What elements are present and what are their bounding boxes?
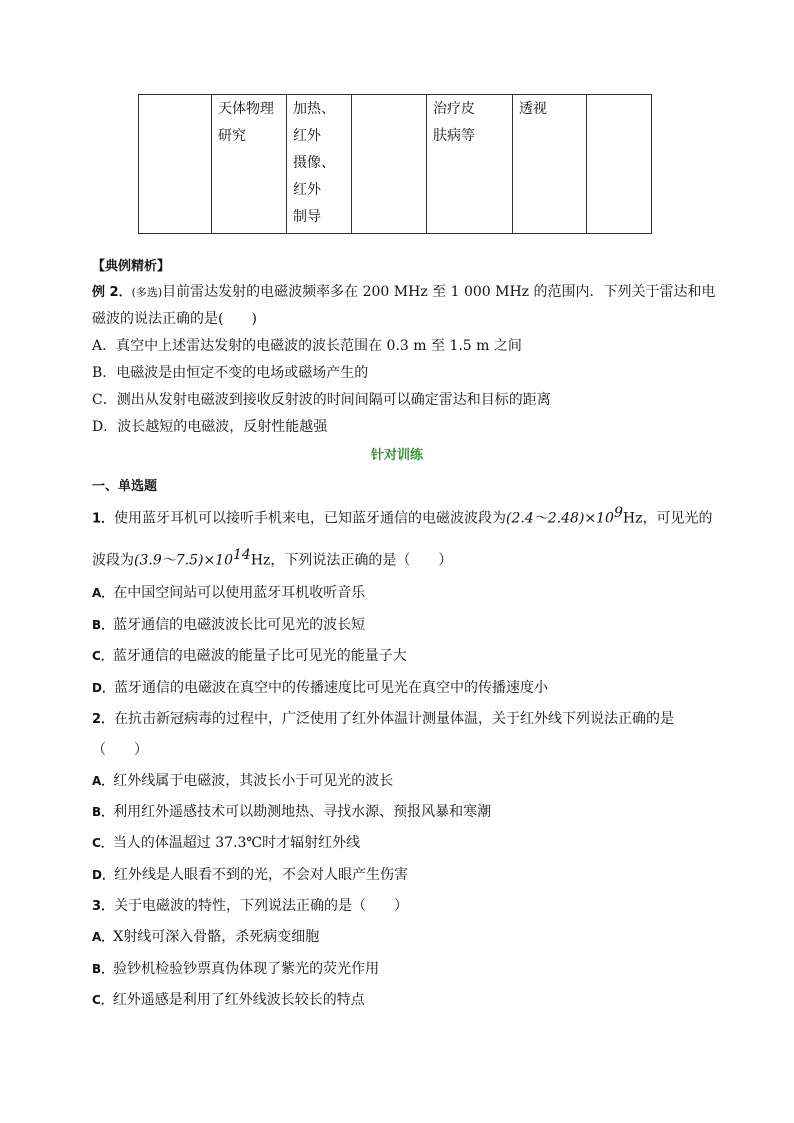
q3-text-a: 关于电磁波的特性，下列说法正确的是（ ） — [114, 898, 409, 914]
option-text: 蓝牙通信的电磁波波长比可见光的波长短 — [113, 617, 366, 633]
q1-formula2: (3.9～7.5)×10 — [134, 552, 233, 569]
option-text: 利用红外遥感技术可以勘测地热、寻找水源、预报风暴和寒潮 — [113, 804, 492, 820]
option-text: 蓝牙通信的电磁波的能量子比可见光的能量子大 — [112, 648, 407, 664]
option-text: 在中国空间站可以使用蓝牙耳机收听音乐 — [113, 585, 366, 601]
q1-stem-line2 — [92, 547, 452, 570]
option-letter: A． — [92, 774, 114, 788]
q1-stem-line1 — [92, 505, 712, 528]
cell-text: 红外 — [293, 182, 321, 198]
table-cell — [287, 95, 352, 234]
example-option-b: B．电磁波是由恒定不变的电场或磁场产生的 — [92, 365, 369, 381]
option-letter: B． — [92, 962, 114, 976]
example-stem-line2: 磁波的说法正确的是( ) — [92, 311, 257, 327]
q1-formula1: (2.4～2.48)×10 — [506, 510, 614, 527]
cell-text: 治疗皮 — [433, 101, 475, 117]
section-single-choice: 一、单选题 — [92, 479, 158, 494]
table-row — [139, 95, 652, 234]
option-letter: B． — [92, 618, 114, 632]
cell-text: 制导 — [293, 209, 321, 225]
q1-option-b — [92, 614, 365, 634]
q1-number: 1． — [92, 511, 115, 527]
cell-text: 红外 — [293, 128, 321, 144]
q1-unit2: Hz，下列说法正确的是（ ） — [250, 552, 453, 569]
cell-text: 透视 — [519, 101, 547, 117]
table-cell — [513, 95, 587, 234]
option-text: 红外线是人眼看不到的光，不会对人眼产生伤害 — [113, 867, 408, 883]
q1-text-b: 波段为 — [92, 552, 134, 569]
q1-option-a — [92, 582, 365, 602]
example-option-a: A．真空中上述雷达发射的电磁波的波长范围在 0.3 m 至 1.5 m 之间 — [92, 338, 522, 354]
em-spectrum-table — [138, 94, 652, 234]
table-cell — [352, 95, 427, 234]
q3-option-a — [92, 926, 319, 946]
example-option-d: D．波长越短的电磁波，反射性能越强 — [92, 419, 328, 435]
example-label: 例 2． — [92, 285, 132, 300]
option-letter: D． — [92, 868, 114, 882]
q3-option-b — [92, 958, 379, 978]
table-cell — [427, 95, 513, 234]
q1-exp1: 9 — [613, 505, 623, 521]
q1-option-d — [92, 677, 548, 697]
q2-option-d — [92, 864, 408, 884]
option-text: 当人的体温超过 37.3℃时才辐射红外线 — [112, 835, 361, 851]
q2-option-b — [92, 801, 491, 821]
section-heading: 【典例精析】 — [92, 259, 171, 274]
q1-exp2: 14 — [233, 547, 251, 563]
q2-text-a: 在抗击新冠病毒的过程中，广泛使用了红外体温计测量体温，关于红外线下列说法正确的是 — [114, 711, 675, 727]
option-letter: C． — [92, 649, 113, 663]
example-option-c: C．测出从发射电磁波到接收反射波的时间间隔可以确定雷达和目标的距离 — [92, 392, 551, 408]
example-stem-line1 — [92, 281, 716, 301]
option-letter: A． — [92, 586, 114, 600]
cell-text: 加热、 — [293, 101, 335, 117]
example-stem-text: 目前雷达发射的电磁波频率多在 200 MHz 至 1 000 MHz 的范围内．下列关于雷达和电 — [162, 284, 716, 300]
option-letter: D． — [92, 681, 114, 695]
multi-select-tag: (多选) — [131, 286, 163, 299]
q1-unit1: Hz，可见光的 — [622, 510, 713, 527]
q2-option-c — [92, 832, 360, 852]
cell-text: 天体物理 — [218, 101, 274, 117]
option-letter: C． — [92, 993, 113, 1007]
table-cell — [212, 95, 287, 234]
option-text: 蓝牙通信的电磁波在真空中的传播速度比可见光在真空中的传播速度小 — [113, 680, 548, 696]
q2-stem-line2: （ ） — [92, 742, 148, 758]
option-text: 红外线属于电磁波，其波长小于可见光的波长 — [113, 773, 394, 789]
cell-text: 摄像、 — [293, 155, 335, 171]
q3-stem-line1 — [92, 895, 408, 915]
option-text: X射线可深入骨骼，杀死病变细胞 — [113, 929, 320, 945]
option-text: 验钞机检验钞票真伪体现了紫光的荧光作用 — [113, 961, 380, 977]
option-letter: B． — [92, 805, 114, 819]
q1-option-c — [92, 645, 407, 665]
q2-stem-line1 — [92, 708, 674, 728]
table-cell — [139, 95, 212, 234]
q3-option-c — [92, 989, 365, 1009]
cell-text: 肤病等 — [433, 128, 475, 144]
training-title: 针对训练 — [370, 448, 423, 463]
option-letter: A． — [92, 930, 114, 944]
table-cell — [587, 95, 652, 234]
q1-text-a: 使用蓝牙耳机可以接听手机来电，已知蓝牙通信的电磁波波段为 — [114, 510, 507, 527]
q2-option-a — [92, 770, 393, 790]
q2-number: 2． — [92, 712, 115, 727]
option-text: 红外遥感是利用了红外线波长较长的特点 — [112, 992, 365, 1008]
q3-number: 3． — [92, 899, 115, 914]
option-letter: C． — [92, 836, 113, 850]
cell-text: 研究 — [218, 128, 246, 144]
